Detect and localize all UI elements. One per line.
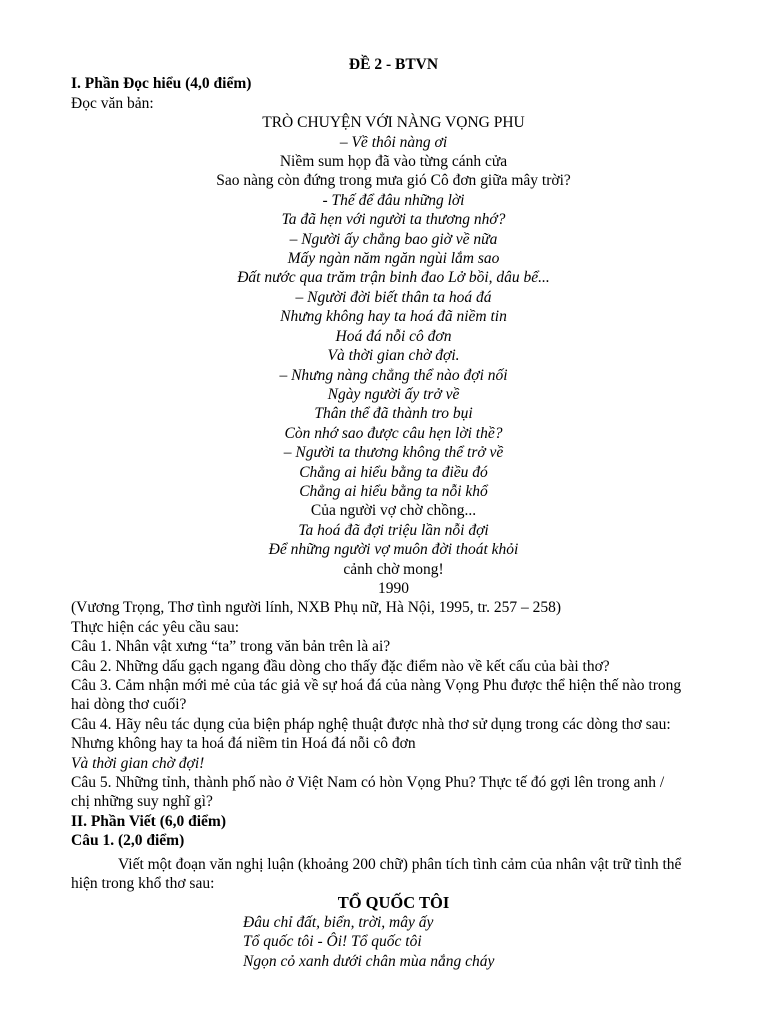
poem-line: – Về thôi nàng ơi: [339, 133, 448, 151]
poem2-line: Đâu chỉ đất, biển, trời, mây ấy: [243, 913, 434, 931]
poem-line: Ta hoá đã đợi triệu lần nỗi đợi: [298, 521, 489, 539]
poem-line: Hoá đá nỗi cô đơn: [335, 327, 452, 345]
poem-line: Nhưng không hay ta hoá đã niềm tin: [280, 308, 507, 326]
question-2: Câu 2. Những dấu gạch ngang đầu dòng cho thấy đặc điểm nào về kết cấu của bài thơ?: [71, 657, 610, 675]
writing-task-line-1: Viết một đoạn văn nghị luận (khoảng 200 chữ) phân tích tình cảm của nhân vật trữ tình thể: [118, 855, 682, 873]
poem-line: – Người ấy chẳng bao giờ về nữa: [289, 230, 498, 248]
poem-line: Ngày người ấy trở về: [327, 385, 460, 403]
section1-intro: Đọc văn bản:: [71, 94, 154, 112]
poem-line: – Người ta thương không thể trở về: [283, 444, 504, 462]
poem-line: – Nhưng nàng chẳng thể nào đợi nối: [279, 366, 508, 384]
poem2-line: Tổ quốc tôi - Ôi! Tổ quốc tôi: [243, 933, 422, 951]
poem2-title: TỔ QUỐC TÔI: [337, 893, 450, 913]
poem-line: Đất nước qua trăm trận binh đao Lở bồi, dâu bể...: [237, 269, 550, 287]
poem-line: Chẳng ai hiểu bằng ta nỗi khổ: [299, 482, 488, 500]
question-5-line-1: Câu 5. Những tỉnh, thành phố nào ở Việt Nam có hòn Vọng Phu? Thực tế đó gợi lên trong anh /: [71, 774, 665, 792]
question-3-line-1: Câu 3. Cảm nhận mới mẻ của tác giả về sự hoá đá của nàng Vọng Phu được thể hiện thế nào trong: [71, 677, 682, 694]
page-title: ĐỀ 2 - BTVN: [348, 56, 439, 73]
question-1: Câu 1. Nhân vật xưng “ta” trong văn bản trên là ai?: [71, 638, 391, 656]
poem-line: Mấy ngàn năm ngăn ngùi lắm sao: [287, 250, 500, 268]
poem-line: Ta đã hẹn với người ta thương nhớ?: [281, 211, 506, 229]
poem-line: Và thời gian chờ đợi.: [327, 347, 460, 365]
section2-heading: II. Phần Viết (6,0 điểm): [71, 812, 226, 830]
poem-body: [71, 133, 716, 599]
poem-line: Chẳng ai hiểu bằng ta điều đó: [299, 463, 488, 481]
poem-line: Của người vợ chờ chồng...: [310, 502, 477, 520]
writing-task-line-2: hiện trong khổ thơ sau:: [71, 875, 215, 893]
poem-line: Để những người vợ muôn đời thoát khỏi: [268, 541, 519, 559]
poem-line: cảnh chờ mong!: [343, 560, 444, 578]
question-4-quote-2: Và thời gian chờ đợi!: [71, 754, 205, 772]
question-4-quote-1: Nhưng không hay ta hoá đá niềm tin Hoá đá nỗi cô đơn: [71, 735, 416, 753]
poem-line: Niềm sum họp đã vào từng cánh cửa: [279, 153, 508, 171]
question-5-line-2: chị những suy nghĩ gì?: [71, 793, 213, 811]
poem-line: Còn nhớ sao được câu hẹn lời thề?: [284, 424, 503, 442]
poem-line: - Thế để đâu những lời: [322, 191, 465, 209]
poem-line: Sao nàng còn đứng trong mưa gió Cô đơn giữa mây trời?: [216, 172, 571, 190]
section1-heading: I. Phần Đọc hiểu (4,0 điểm): [71, 75, 252, 93]
poem2-line: Ngọn cỏ xanh dưới chân mùa nắng cháy: [243, 952, 495, 970]
poem-line: Thân thể đã thành tro bụi: [314, 405, 473, 423]
poem-line: 1990: [378, 579, 409, 597]
poem-line: – Người đời biết thân ta hoá đá: [295, 288, 492, 306]
question-4-line-1: Câu 4. Hãy nêu tác dụng của biện pháp nghệ thuật được nhà thơ sử dụng trong các dòng thơ sau:: [71, 715, 671, 733]
poem-source: (Vương Trọng, Thơ tình người lính, NXB Phụ nữ, Hà Nội, 1995, tr. 257 – 258): [71, 599, 561, 617]
poem-title: TRÒ CHUYỆN VỚI NÀNG VỌNG PHU: [262, 114, 525, 132]
question-3-line-2: hai dòng thơ cuối?: [71, 696, 187, 714]
questions-intro: Thực hiện các yêu cầu sau:: [71, 618, 240, 636]
section2-subheading: Câu 1. (2,0 điểm): [71, 832, 185, 850]
